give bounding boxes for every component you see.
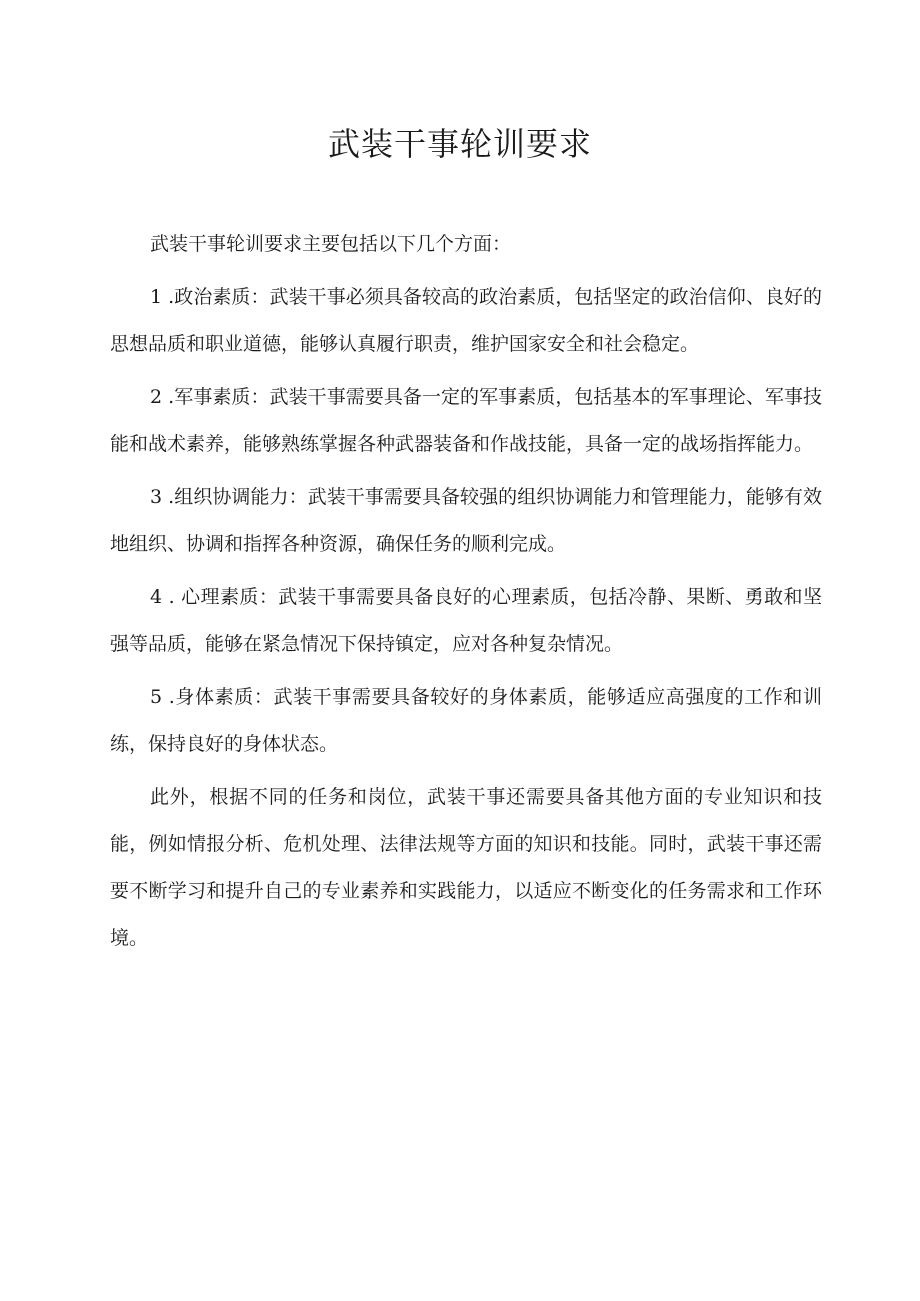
- physical-quality-paragraph: 5 .身体素质：武装干事需要具备较好的身体素质，能够适应高强度的工作和训练，保持良好的身体状态。: [110, 686, 822, 755]
- coordination-ability-paragraph: 3 .组织协调能力：武装干事需要具备较强的组织协调能力和管理能力，能够有效地组织、协调和指挥各种资源，确保任务的顺利完成。: [110, 486, 822, 555]
- political-quality-paragraph: 1 .政治素质：武装干事必须具备较高的政治素质，包括坚定的政治信仰、良好的思想品质和职业道德，能够认真履行职责，维护国家安全和社会稳定。: [110, 286, 822, 355]
- document-body: [110, 221, 822, 968]
- conclusion-paragraph: 此外，根据不同的任务和岗位，武装干事还需要具备其他方面的专业知识和技能，例如情报分析、危机处理、法律法规等方面的知识和技能。同时，武装干事还需要不断学习和提升自己的专业素养和实践能力，以适应不断变化的任务需求和工作环境。: [110, 786, 822, 949]
- intro-paragraph: 武装干事轮训要求主要包括以下几个方面：: [150, 233, 512, 255]
- document-title: 武装干事轮训要求: [327, 125, 592, 163]
- psychological-quality-paragraph: 4 . 心理素质：武装干事需要具备良好的心理素质，包括冷静、果断、勇敢和坚强等品质，能够在紧急情况下保持镇定，应对各种复杂情况。: [110, 586, 822, 655]
- military-quality-paragraph: 2 .军事素质：武装干事需要具备一定的军事素质，包括基本的军事理论、军事技能和战术素养，能够熟练掌握各种武器装备和作战技能，具备一定的战场指挥能力。: [110, 386, 822, 455]
